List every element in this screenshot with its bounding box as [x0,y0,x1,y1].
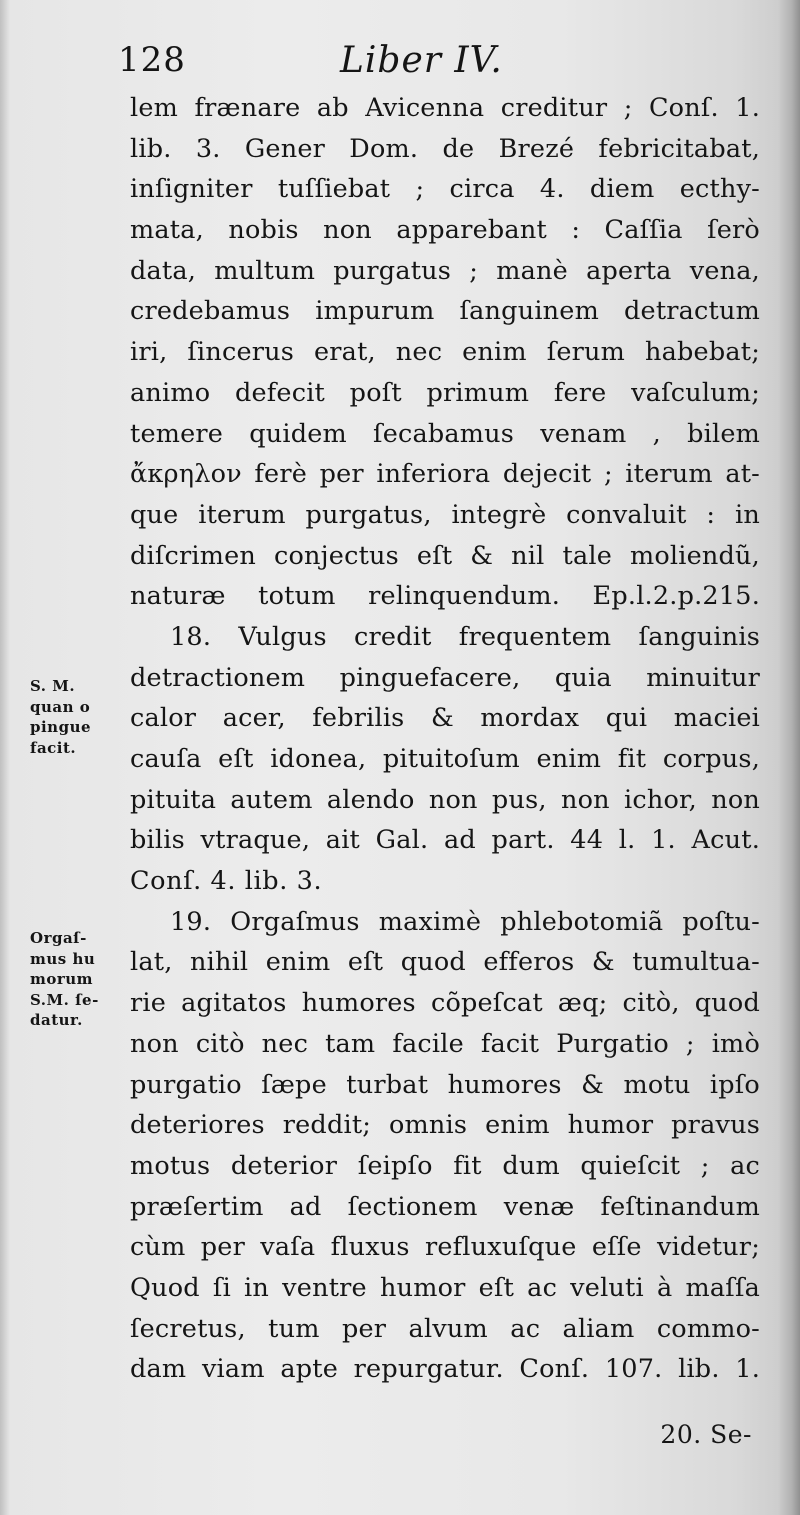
text-line: mata, nobis non apparebant : Caſſia ſerò [130,215,760,246]
text-line: ſecretus, tum per alvum ac aliam commo- [130,1313,760,1344]
text-line: lat, nihil enim eſt quod efferos & tumultua- [130,947,760,978]
text-line: pituita autem alendo non pus, non ichor, non [130,784,760,815]
margin-note-line: Orgaſ- [30,929,87,947]
running-head: Liber IV. [340,40,503,81]
margin-note-line: datur. [30,1011,83,1029]
text-line: cùm per vaſa fluxus refluxuſque eſſe videtur; [130,1232,760,1263]
margin-note-line: quan o [30,697,91,716]
page-number: 128 [118,40,186,80]
text-line: que iterum purgatus, integrè convaluit : in [130,499,760,530]
text-line: motus deterior ſeipſo fit dum quieſcit ; ac [130,1150,760,1181]
text-line: dam viam apte repurgatur. Conſ. 107. lib. 1. [130,1354,760,1385]
text-line: bilis vtraque, ait Gal. ad part. 44 l. 1. Acut. [130,825,760,856]
margin-note-sanguinis [30,676,122,758]
margin-note-line: S. M. [30,677,76,695]
paragraph-19-start: 19. Orgaſmus maximè phlebotomiã poſtu- [170,906,760,937]
margin-note-line: facit. [30,738,77,757]
catchword: 20. Se- [660,1420,752,1449]
text-line: rie agitatos humores cõpeſcat æq; citò, quod [130,988,760,1019]
text-line: credebamus impurum ſanguinem detractum [130,296,760,327]
text-line: calor acer, febrilis & mordax qui maciei [130,703,760,734]
text-line: Quod ſi in ventre humor eſt ac veluti à maſſa [130,1272,760,1303]
margin-note-orgasmus [30,928,122,1031]
text-line: non citò nec tam facile facit Purgatio ; imò [130,1028,760,1059]
margin-note-line: S.M. ſe- [30,990,99,1009]
text-line: naturæ totum relinquendum. Ep.l.2.p.215. [130,581,760,612]
text-line: ἄκρηλον ferè per inferiora dejecit ; iterum at- [130,459,760,490]
text-line: diſcrimen conjectus eſt & nil tale moliendũ, [130,540,760,571]
text-line: data, multum purgatus ; manè aperta vena, [130,255,760,286]
margin-note-line: pingue [30,718,92,736]
margin-note-line: morum [30,970,94,988]
text-line: temere quidem ſecabamus venam , bilem [130,418,760,449]
text-line: Conſ. 4. lib. 3. [130,866,323,897]
gutter-shadow [0,0,10,1515]
text-line: deteriores reddit; omnis enim humor pravus [130,1110,760,1141]
text-line: lem frænare ab Avicenna creditur ; Conſ. 1. [130,93,760,123]
page-header [118,40,758,90]
page-edge-shadow [778,0,800,1515]
text-line: iri, ſincerus erat, nec enim ſerum habebat; [130,337,760,368]
text-line: præſertim ad ſectionem venæ feſtinandum [130,1191,760,1222]
text-line: lib. 3. Gener Dom. de Brezé febricitabat, [130,133,760,164]
text-line: detractionem pinguefacere, quia minuitur [130,662,760,693]
text-line: animo defecit poſt primum fere vaſculum; [130,377,760,408]
text-line: purgatio ſæpe turbat humores & motu ipſo [130,1069,760,1100]
text-line: inſigniter tuſſiebat ; circa 4. diem ecthy- [130,174,760,205]
text-line: cauſa eſt idonea, pituitoſum enim fit corpus, [130,744,760,774]
paragraph-18-start: 18. Vulgus credit frequentem ſanguinis [170,621,760,652]
margin-note-line: mus hu [30,949,96,968]
body-text [130,88,760,1390]
